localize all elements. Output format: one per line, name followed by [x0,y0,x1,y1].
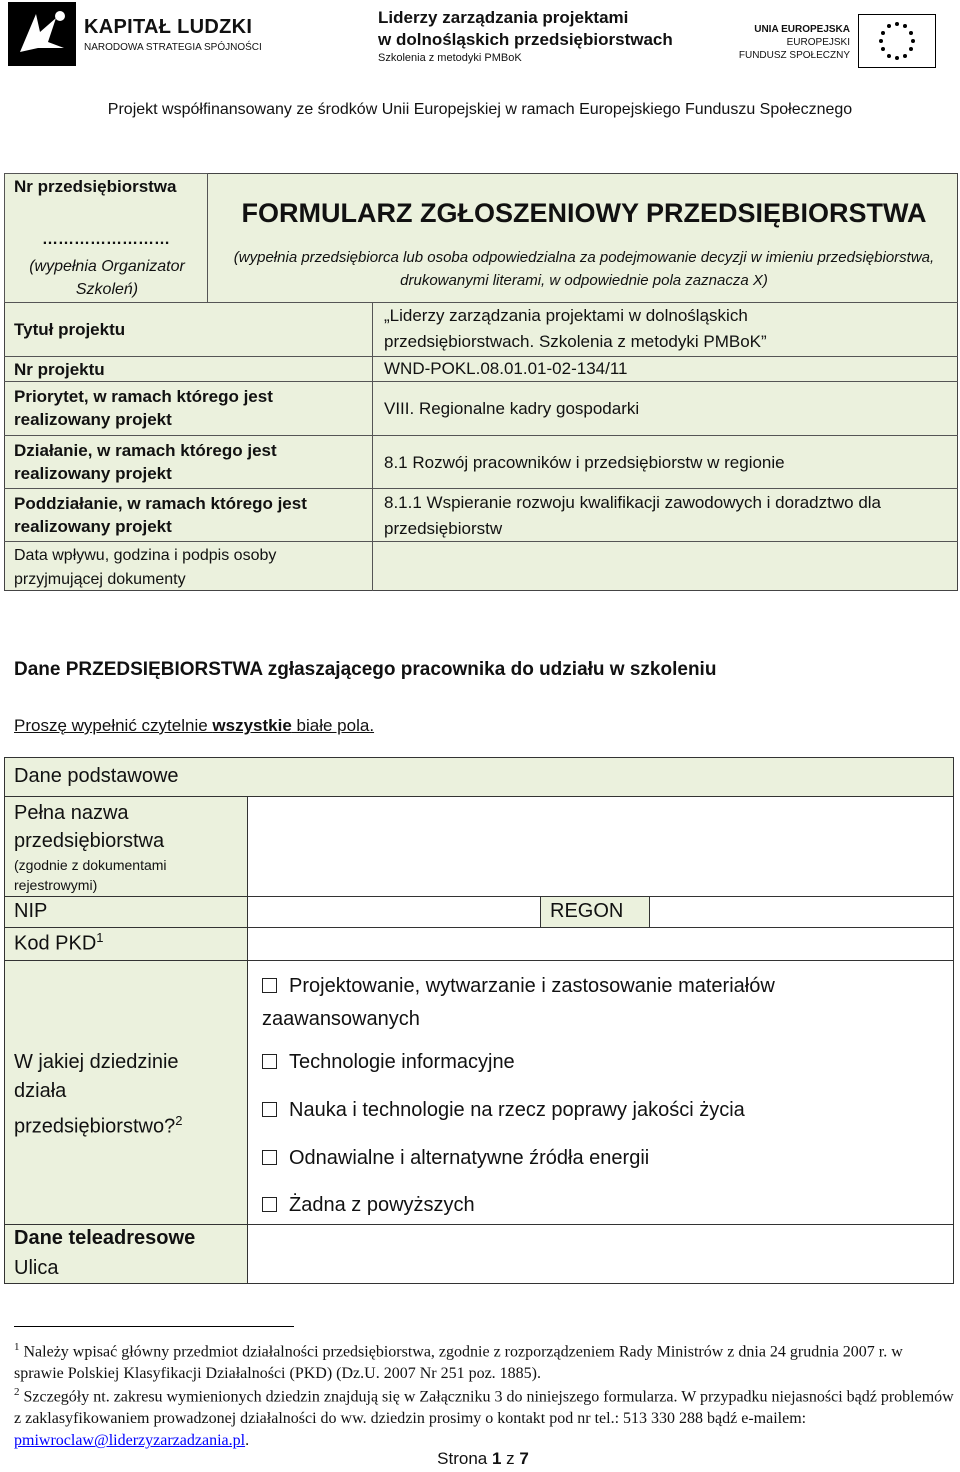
logo-right-line2: EUROPEJSKI [786,37,850,48]
domain-option-1-label: Projektowanie, wytwarzanie i zastosowanie materiałów [289,975,775,997]
data-wplywu-field[interactable] [373,542,957,590]
domain-option-5[interactable] [262,1189,475,1222]
footnote-2-text: Szczegóły nt. zakresu wymienionych dziedzin znajdują się w Załączniku 3 do niniejszego formularza. W przypadku niejasności bądź problemów z zaklasyfikowaniem prowadzonej działalności do ww. dziedzin prosimy o kontakt pod nr tel.: 513 330 288 bądź e-mailem: [14,1388,954,1428]
row-label-priorytet: Priorytet, w ramach którego jest realizowany projekt [14,387,273,429]
logo-right-line3: FUNDUSZ SPOŁECZNY [738,50,850,61]
logo-left-title: KAPITAŁ LUDZKI [84,16,253,38]
full-name-input[interactable] [247,796,954,897]
instruction-post: białe pola. [291,716,375,735]
domain-option-3[interactable] [262,1094,745,1127]
page-prefix: Strona [437,1449,492,1468]
checkbox-icon[interactable] [262,978,277,993]
row-value-priorytet: VIII. Regionalne kadry gospodarki [384,399,640,418]
domain-label: W jakiej dziedzinie działa przedsiębiorstwo? [14,1051,179,1138]
row-value-tytul: „Liderzy zarządzania projektami w dolnośląskich przedsiębiorstwach. Szkolenia z metodyki PMBoK” [384,306,767,351]
domain-option-2[interactable] [262,1046,515,1079]
footnote-2-end: . [245,1432,250,1450]
contact-header-label: Dane teleadresowe [14,1227,196,1249]
footnote-separator [14,1326,294,1327]
domain-option-1-continued: zaawansowanych [262,1008,420,1030]
checkbox-icon[interactable] [262,1054,277,1069]
kapital-ludzki-emblem-icon [8,2,76,66]
regon-label: REGON [550,900,624,922]
logo-mid-line2: w dolnośląskich przedsiębiorstwach [378,30,673,49]
page-current: 1 [491,1449,502,1468]
cofinancing-note: Projekt współfinansowany ze środków Unii Europejskiej w ramach Europejskiego Funduszu Społecznego [107,101,853,118]
footnote-1-number: 1 [14,1341,20,1353]
logo-kapital-ludzki [8,2,262,66]
footnote-1-text: Należy wpisać główny przedmiot działalności przedsiębiorstwa, zgodnie z rozporządzeniem Rady Ministrów z dnia 24 grudnia 2007 r. w sprawie Polskiej Klasyfikacji Działalności (PKD) (Dz.U. 2007 Nr 251 poz. 1885). [14,1343,903,1383]
row-divider [4,488,958,489]
row-divider [4,435,958,436]
domain-option-4-label: Odnawialne i alternatywne źródła energii [289,1147,650,1169]
domain-footnote-ref: 2 [175,1113,183,1128]
street-input[interactable] [247,1224,954,1284]
instruction-pre: Proszę wypełnić czytelnie [14,716,213,735]
domain-label-wrap [14,1048,224,1142]
form-title: FORMULARZ ZGŁOSZENIOWY PRZEDSIĘBIORSTWA [241,198,927,228]
pkd-label: Kod PKD [14,932,97,955]
section-heading: Dane PRZEDSIĘBIORSTWA zgłaszającego pracownika do udziału w szkoleniu [14,659,717,680]
form-subtitle: (wypełnia przedsiębiorca lub osoba odpowiedzialna za podejmowanie decyzji w imieniu przedsiębiorstwa, drukowanymi literami, w odpowiednie pola zaznacza X) [233,249,935,289]
page-total: 7 [519,1449,529,1468]
logo-left-subtitle: NARODOWA STRATEGIA SPÓJNOŚCI [84,42,262,53]
full-name-label: Pełna nazwa przedsiębiorstwa [14,802,165,852]
row-label-nr-projektu: Nr projektu [14,360,105,379]
pkd-footnote-ref: 1 [96,930,104,945]
row-label-data-wplywu: Data wpływu, godzina i podpis osoby przyjmującej dokumenty [14,547,277,588]
nr-przedsiebiorstwa-dots: …………………… [42,231,170,248]
page-number [0,1449,960,1469]
row-label-poddzialanie: Poddziałanie, w ramach którego jest realizowany projekt [14,494,307,536]
nr-przedsiebiorstwa-label: Nr przedsiębiorstwa [14,177,177,196]
nip-label: NIP [14,900,48,922]
regon-input[interactable] [649,896,954,928]
instruction-bold: wszystkie [212,716,292,735]
page-mid: z [501,1449,520,1468]
checkbox-icon[interactable] [262,1197,277,1212]
domain-option-4[interactable] [262,1142,649,1175]
footnote-2 [14,1381,954,1452]
row-value-poddzialanie: 8.1.1 Wspieranie rozwoju kwalifikacji zawodowych i doradztwo dla przedsiębiorstw [384,493,882,538]
eu-flag-icon [858,14,936,68]
logo-right-line1: UNIA EUROPEJSKA [754,24,850,35]
full-name-note: (zgodnie z dokumentami rejestrowymi) [14,857,167,893]
checkbox-icon[interactable] [262,1102,277,1117]
instruction [14,716,374,736]
basic-data-header-label: Dane podstawowe [14,765,179,787]
domain-option-1[interactable] [262,970,775,1003]
domain-option-5-label: Żadna z powyższych [289,1194,475,1216]
row-label-dzialanie: Działanie, w ramach którego jest realizowany projekt [14,441,277,483]
row-value-dzialanie: 8.1 Rozwój pracowników i przedsiębiorstw w regionie [384,453,785,472]
checkbox-icon[interactable] [262,1150,277,1165]
logo-mid-line1: Liderzy zarządzania projektami [378,8,629,27]
logo-liderzy [322,8,673,68]
footnote-1 [14,1336,954,1385]
contact-email-link[interactable]: pmiwroclaw@liderzyzarzadzania.pl [14,1432,246,1450]
logo-eu [740,12,936,68]
row-value-nr-projektu: WND-POKL.08.01.01-02-134/11 [384,359,628,378]
street-label: Ulica [14,1257,59,1279]
footnote-2-number: 2 [14,1386,20,1398]
pkd-label-wrap [14,930,104,956]
row-label-tytul: Tytuł projektu [14,320,126,339]
pkd-input[interactable] [247,927,954,961]
domain-option-3-label: Nauka i technologie na rzecz poprawy jakości życia [289,1099,745,1121]
domain-option-2-label: Technologie informacyjne [289,1051,515,1073]
nip-input[interactable] [247,896,541,928]
nr-przedsiebiorstwa-note: (wypełnia Organizator Szkoleń) [29,258,185,298]
logo-mid-line3: Szkolenia z metodyki PMBoK [378,52,522,64]
